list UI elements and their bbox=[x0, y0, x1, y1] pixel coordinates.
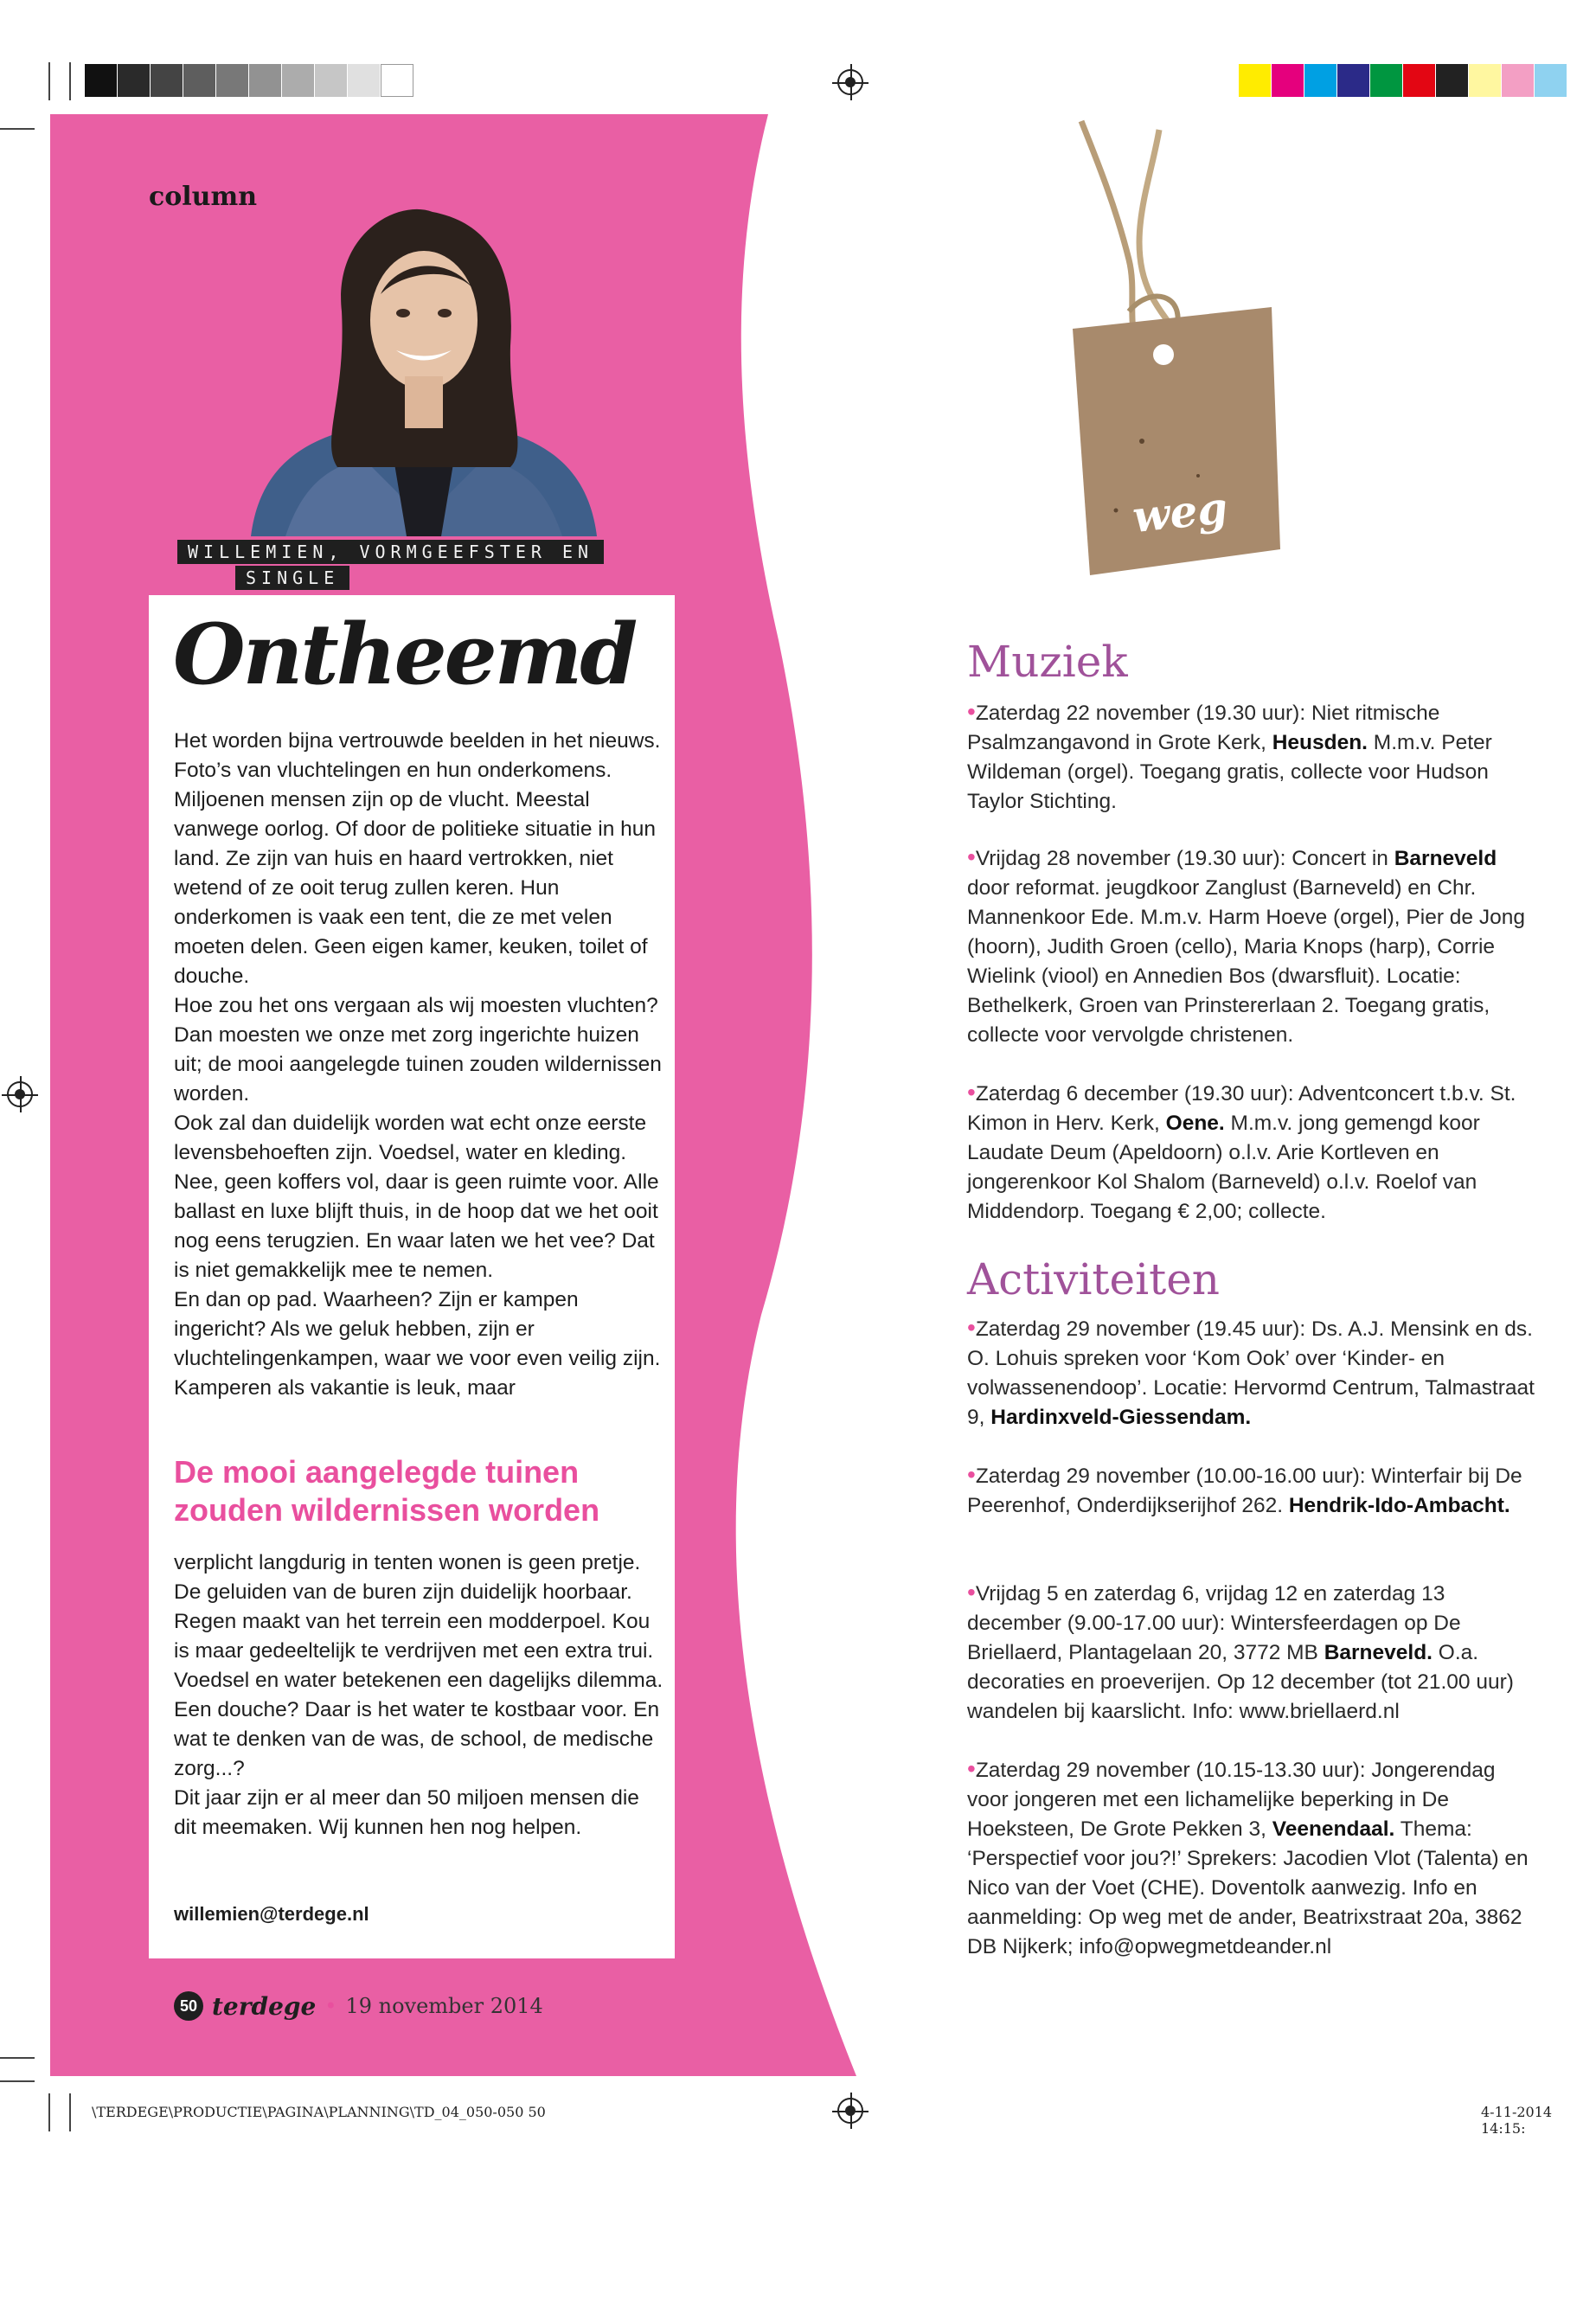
event-text: Zaterdag 22 november (19.30 uur): Niet ritmische Psalmzangavond in Grote Kerk, bbox=[967, 702, 1440, 754]
publication-date: 19 november 2014 bbox=[345, 1994, 543, 2018]
event-item bbox=[967, 697, 1538, 817]
event-place: Hardinxveld-Giessendam. bbox=[990, 1406, 1252, 1429]
author-email[interactable]: willemien@terdege.nl bbox=[174, 1903, 369, 1925]
event-item bbox=[967, 1078, 1538, 1227]
page-number: 50 bbox=[174, 1991, 203, 2021]
author-portrait bbox=[251, 208, 597, 536]
event-text: Vrijdag 28 november (19.30 uur): Concert in bbox=[975, 847, 1394, 870]
paragraph: Het worden bijna vertrouwde beelden in het nieuws. Foto’s van vluchtelingen en hun onderkomens. Miljoenen mensen zijn op de vlucht. Meestal vanwege oorlog. Of door de politieke situatie in hun land. Ze zijn van huis en haard vertrokken, niet wetend of ze ooit terug zullen keren. Hun onderkomen is vaak een tent, die ze met velen moeten delen. Geen eigen kamer, keuken, toilet of douche. bbox=[174, 729, 661, 988]
event-item bbox=[967, 1578, 1538, 1727]
event-place: Barneveld. bbox=[1324, 1641, 1433, 1664]
event-text: Zaterdag 6 december (19.30 uur): Adventconcert t.b.v. St. Kimon in Herv. Kerk, bbox=[967, 1082, 1516, 1135]
page-footer bbox=[174, 1991, 543, 2021]
kraft-tag-illustration bbox=[1021, 112, 1298, 597]
brand-logo: terdege bbox=[212, 1991, 317, 2021]
print-slug-timestamp: 4-11-2014 14:15: bbox=[1481, 2104, 1553, 2137]
bullet-icon: • bbox=[967, 1755, 976, 1782]
author-caption: SINGLE bbox=[235, 566, 349, 590]
separator: • bbox=[324, 1994, 337, 2018]
bullet-icon: • bbox=[967, 1579, 976, 1606]
column-body-bottom bbox=[174, 1548, 667, 1843]
section-heading-activiteiten: Activiteiten bbox=[967, 1254, 1220, 1304]
section-heading-muziek: Muziek bbox=[967, 637, 1128, 687]
paragraph: Hoe zou het ons vergaan als wij moesten vluchten? Dan moesten we onze met zorg ingerichte huizen uit; de mooi aangelegde tuinen zouden wildernissen worden. bbox=[174, 994, 662, 1106]
column-label: column bbox=[149, 182, 258, 212]
tag-label: weg bbox=[1130, 481, 1230, 543]
paragraph: Dit jaar zijn er al meer dan 50 miljoen mensen die dit meemaken. Wij kunnen hen nog helpen. bbox=[174, 1786, 639, 1839]
bullet-icon: • bbox=[967, 1079, 976, 1106]
event-item bbox=[967, 1313, 1538, 1433]
event-text: door reformat. jeugdkoor Zanglust (Barneveld) en Chr. Mannenkoor Ede. M.m.v. Harm Hoeve (orgel), Pier de Jong (hoorn), Judith Groen (cello), Maria Knops (harp), Corrie Wielink (viool) en Annedien Bos (dwarsfluit). Locatie: Bethelkerk, Groen van Prinstererlaan 2. Toegang gratis, collecte voor vervolgde christenen. bbox=[967, 876, 1525, 1047]
event-place: Veenendaal. bbox=[1272, 1817, 1395, 1841]
bullet-icon: • bbox=[967, 843, 976, 870]
print-slug-path: \TERDEGE\PRODUCTIE\PAGINA\PLANNING\TD_04_050-050 50 bbox=[92, 2104, 546, 2120]
event-text: Thema: ‘Perspectief voor jou?!’ Sprekers: Jacodien Vlot (Talenta) en Nico van der Voet (CHE). Doventolk aanwezig. Info en aanmelding: Op weg met de ander, Beatrixstraat 20a, 3862 DB Nijkerk; info@opwegmetdeander.nl bbox=[967, 1817, 1529, 1958]
paragraph: En dan op pad. Waarheen? Zijn er kampen ingericht? Als we geluk hebben, zijn er vluchtelingenkampen, waar we voor even veilig zijn. Kamperen als vakantie is leuk, maar bbox=[174, 1288, 661, 1400]
event-place: Hendrik-Ido-Ambacht. bbox=[1288, 1494, 1510, 1517]
event-text: M.m.v. Peter Wildeman (orgel). Toegang gratis, collecte voor Hudson Taylor Stichting. bbox=[967, 731, 1492, 813]
event-item bbox=[967, 1754, 1538, 1962]
event-text: Zaterdag 29 november (19.45 uur): Ds. A.J. Mensink en ds. O. Lohuis spreken voor ‘Kom Ook’ over ‘Kinder- en volwassenendoop’. Locatie: Hervormd Centrum, Talmastraat 9, bbox=[967, 1317, 1535, 1429]
event-place: Barneveld bbox=[1394, 847, 1497, 870]
event-text: Zaterdag 29 november (10.00-16.00 uur): Winterfair bij De Peerenhof, Onderdijkserijhof 262. bbox=[967, 1465, 1522, 1517]
column-title: Ontheemd bbox=[173, 606, 636, 703]
event-text: Zaterdag 29 november (10.15-13.30 uur): Jongerendag voor jongeren met een lichamelijke beperking in De Hoeksteen, De Grote Pekken 3, bbox=[967, 1759, 1496, 1841]
event-place: Oene. bbox=[1165, 1112, 1225, 1135]
bullet-icon: • bbox=[967, 698, 976, 725]
column-body-top bbox=[174, 727, 667, 1403]
event-text: Vrijdag 5 en zaterdag 6, vrijdag 12 en zaterdag 13 december (9.00-17.00 uur): Wintersfeerdagen op De Briellaerd, Plantagelaan 20, 3772 MB bbox=[967, 1582, 1461, 1664]
bullet-icon: • bbox=[967, 1314, 976, 1341]
author-caption: WILLEMIEN, VORMGEEFSTER EN bbox=[177, 540, 604, 564]
event-text: O.a. decoraties en proeverijen. Op 12 december (tot 21.00 uur) wandelen bij kaarslicht. Info: www.briellaerd.nl bbox=[967, 1641, 1514, 1723]
event-item bbox=[967, 843, 1538, 1050]
paragraph: verplicht langdurig in tenten wonen is geen pretje. De geluiden van de buren zijn duidelijk hoorbaar. Regen maakt van het terrein een modderpoel. Kou is maar gedeeltelijk te verdrijven met een extra trui. Voedsel en water betekenen een dagelijks dilemma. Een douche? Daar is het water te kostbaar voor. En wat te denken van de was, de school, de medische zorg...? bbox=[174, 1551, 663, 1780]
event-item bbox=[967, 1460, 1538, 1521]
paragraph: Ook zal dan duidelijk worden wat echt onze eerste levensbehoeften zijn. Voedsel, water en kleding. Nee, geen koffers vol, daar is geen ruimte voor. Alle ballast en luxe blijft thuis, in de hoop dat we het ooit nog eens terugzien. En waar laten we het vee? Dat is niet gemakkelijk mee te nemen. bbox=[174, 1112, 659, 1282]
event-place: Heusden. bbox=[1272, 731, 1368, 754]
bullet-icon: • bbox=[967, 1461, 976, 1488]
pull-quote: De mooi aangelegde tuinen zouden wildernissen worden bbox=[174, 1454, 600, 1528]
event-text: M.m.v. jong gemengd koor Laudate Deum (Apeldoorn) o.l.v. Arie Kortleven en jongerenkoor Kol Shalom (Barneveld) o.l.v. Roelof van Middendorp. Toegang € 2,00; collecte. bbox=[967, 1112, 1480, 1223]
